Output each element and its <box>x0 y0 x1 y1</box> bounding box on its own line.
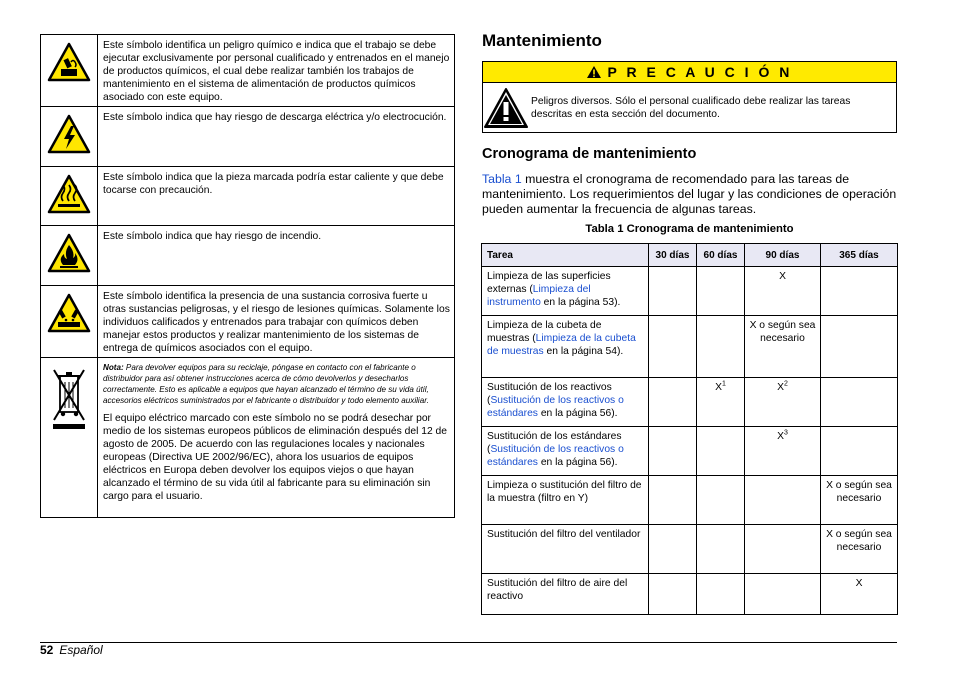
symbol-description: Este símbolo indica que hay riesgo de incendio. <box>98 226 455 286</box>
task-text: Limpieza o sustitución del filtro de la muestra (filtro en Y) <box>487 480 642 504</box>
page-number: 52 <box>40 643 54 657</box>
symbol-row <box>41 107 455 167</box>
caution-header <box>483 62 896 83</box>
electric-shock-icon <box>41 107 98 167</box>
symbol-row <box>41 226 455 286</box>
symbol-row <box>41 358 455 518</box>
symbol-row <box>41 35 455 107</box>
task-link[interactable]: Sustitución de los reactivos o estándares <box>487 444 624 468</box>
crossed-bin-icon <box>41 358 98 518</box>
footnote-ref: 3 <box>783 429 788 437</box>
frequency-cell <box>745 267 821 316</box>
task-link[interactable]: Limpieza del instrumento <box>487 284 591 308</box>
frequency-cell <box>821 378 898 427</box>
table-link[interactable]: Tabla 1 <box>482 172 522 186</box>
frequency-cell <box>745 525 821 574</box>
table-row <box>482 574 898 615</box>
frequency-cell <box>821 476 898 525</box>
task-text: Sustitución del filtro del ventilador <box>487 529 641 540</box>
table-row <box>482 378 898 427</box>
task-text: Sustitución de los estándares ( <box>487 431 622 455</box>
task-page-ref: en la página 56). <box>537 457 618 468</box>
caution-label: P R E C A U C I Ó N <box>607 64 793 80</box>
frequency-value: X o según sea necesario <box>826 480 892 504</box>
fire-hazard-icon <box>41 226 98 286</box>
caution-box <box>482 61 897 133</box>
note-label: Nota: <box>103 363 124 372</box>
task-text: Limpieza de las superficies externas ( <box>487 271 611 295</box>
footer-language: Español <box>59 643 103 657</box>
symbol-description: Este símbolo indica que la pieza marcada podría estar caliente y que debe tocarse con precaución. <box>98 167 455 226</box>
caution-text: Peligros diversos. Sólo el personal cualificado debe realizar las tareas descritas en esta sección del documento. <box>531 95 851 120</box>
hot-surface-icon <box>41 167 98 226</box>
footnote-ref: 1 <box>721 380 726 388</box>
frequency-cell <box>649 476 697 525</box>
frequency-value: X <box>855 578 863 589</box>
frequency-value: X <box>779 271 786 282</box>
frequency-cell <box>649 267 697 316</box>
frequency-value: X <box>715 382 722 393</box>
section-title: Mantenimiento <box>482 31 602 50</box>
table-row <box>482 316 898 378</box>
task-page-ref: en la página 53). <box>540 297 621 308</box>
weee-description <box>98 358 455 518</box>
table-title: Tabla 1 Cronograma de mantenimiento <box>585 223 794 235</box>
symbol-description: Este símbolo identifica un peligro químico e indica que el trabajo se debe ejecutar exclusivamente por personal cualificado y entrenados en el manejo de productos químicos, el cual debe realizar también los trabajos de mantenimiento en el sistema de alimentación de productos químicos asociado con este equipo. <box>98 35 455 107</box>
task-page-ref: en la página 56). <box>537 408 618 419</box>
task-cell <box>482 525 649 574</box>
table-row <box>482 476 898 525</box>
task-cell <box>482 574 649 615</box>
frequency-value: X <box>777 382 784 393</box>
frequency-cell <box>821 525 898 574</box>
weee-note <box>103 362 450 406</box>
frequency-cell <box>697 525 745 574</box>
footnote-ref: 2 <box>783 380 788 388</box>
task-cell <box>482 427 649 476</box>
table-row <box>482 267 898 316</box>
task-link[interactable]: Sustitución de los reactivos o estándares <box>487 395 624 419</box>
frequency-cell <box>697 267 745 316</box>
maintenance-schedule-table <box>481 243 898 615</box>
frequency-value: X <box>777 431 784 442</box>
frequency-cell <box>649 525 697 574</box>
task-link[interactable]: Limpieza de la cubeta de muestras <box>487 333 636 357</box>
frequency-cell <box>649 316 697 378</box>
corrosive-icon <box>41 286 98 358</box>
frequency-cell <box>821 427 898 476</box>
page-footer <box>40 643 103 657</box>
weee-text: El equipo eléctrico marcado con este símbolo no se podrá desechar por medio de los sistemas europeos públicos de eliminación después del 12 de agosto de 2005. De acuerdo con las regulaciones locales y nacionales europeas (Directiva UE 2002/96/EC), ahora los usuarios de equipos eléctricos en Europa deben devolver los equipos viejos o que hayan alcanzado el término de su vida útil al fabricante para su eliminación sin cargo para el usuario. <box>103 413 448 502</box>
symbol-row <box>41 286 455 358</box>
intro-paragraph <box>482 172 897 217</box>
warning-triangle-icon <box>587 66 601 78</box>
column-header: Tarea <box>482 244 649 267</box>
frequency-value: X o según sea necesario <box>826 529 892 553</box>
column-header: 365 días <box>821 244 898 267</box>
symbol-row <box>41 167 455 226</box>
column-header: 90 días <box>745 244 821 267</box>
frequency-cell <box>745 316 821 378</box>
frequency-cell <box>697 316 745 378</box>
task-cell <box>482 476 649 525</box>
symbol-description: Este símbolo identifica la presencia de una sustancia corrosiva fuerte u otras sustancias peligrosas, y el riesgo de lesiones químicas. Solamente los individuos calificados y entrenados para trabajar con químicos deben manejar estos productos y realizar mantenimiento de los sistemas de entrega de químicos asociados con el equipo. <box>98 286 455 358</box>
frequency-cell <box>745 574 821 615</box>
frequency-cell <box>649 574 697 615</box>
frequency-cell <box>697 427 745 476</box>
column-header: 30 días <box>649 244 697 267</box>
task-cell <box>482 267 649 316</box>
table-header-row <box>482 244 898 267</box>
frequency-cell <box>821 267 898 316</box>
column-header: 60 días <box>697 244 745 267</box>
symbol-description: Este símbolo indica que hay riesgo de descarga eléctrica y/o electrocución. <box>98 107 455 167</box>
frequency-cell <box>745 378 821 427</box>
frequency-cell <box>821 316 898 378</box>
task-page-ref: en la página 54). <box>543 346 624 357</box>
frequency-cell <box>745 427 821 476</box>
task-text: Limpieza de la cubeta de muestras ( <box>487 320 602 344</box>
caution-body <box>483 83 896 132</box>
table-row <box>482 427 898 476</box>
intro-text: muestra el cronograma de recomendado para las tareas de mantenimiento. Los requerimientos del lugar y las condiciones de operación pueden aumentar la frecuencia de algunas tareas. <box>482 172 897 216</box>
frequency-cell <box>697 476 745 525</box>
chemical-hazard-icon <box>41 35 98 107</box>
frequency-cell <box>697 574 745 615</box>
exclamation-warning-icon <box>483 87 529 129</box>
frequency-cell <box>745 476 821 525</box>
footer-divider <box>40 642 897 643</box>
frequency-cell <box>697 378 745 427</box>
frequency-value: X o según sea necesario <box>749 320 816 344</box>
task-cell <box>482 378 649 427</box>
hazard-symbols-table <box>40 34 455 518</box>
frequency-cell <box>821 574 898 615</box>
frequency-cell <box>649 427 697 476</box>
task-text: Sustitución del filtro de aire del reactivo <box>487 578 628 602</box>
task-text: Sustitución de los reactivos ( <box>487 382 612 406</box>
note-text: Para devolver equipos para su reciclaje, póngase en contacto con el fabricante o distribuidor para así obtener instrucciones acerca de cómo devolverlos y desecharlos correctamente. Esto es aplicable a equipos que hayan alcanzado el término de su vida útil, accesorios eléctricos suministrados por el fabricante o distribuidor y todo elemento auxiliar. <box>103 363 429 405</box>
frequency-cell <box>649 378 697 427</box>
subsection-title: Cronograma de mantenimiento <box>482 146 697 162</box>
table-row <box>482 525 898 574</box>
task-cell <box>482 316 649 378</box>
